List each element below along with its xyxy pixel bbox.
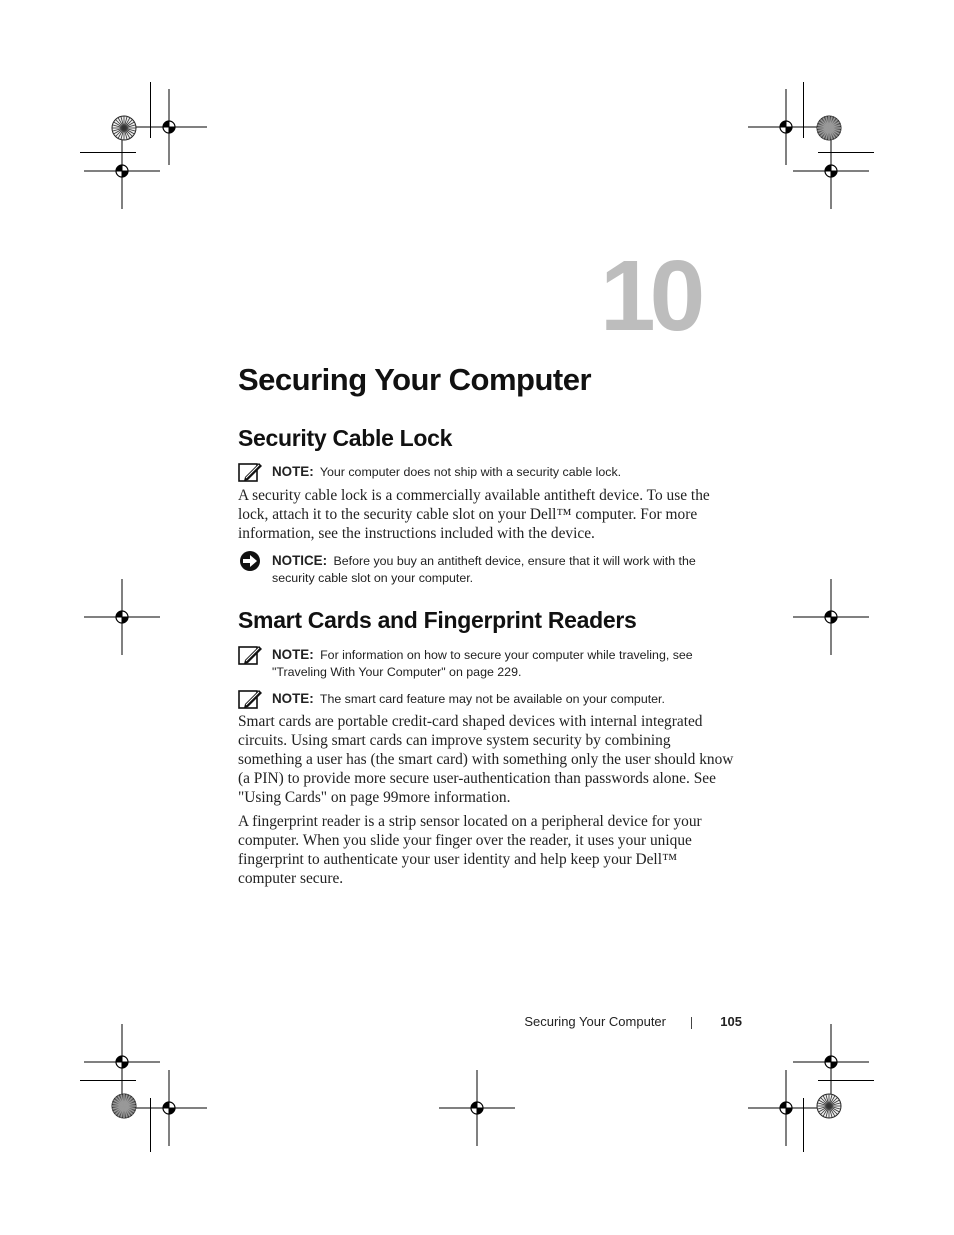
registration-mark-icon: [82, 577, 162, 657]
pencil-note-icon: [238, 644, 264, 666]
body-paragraph: A fingerprint reader is a strip sensor located on a peripheral device for your computer. When you slide your finger over the reader, it uses your unique fingerprint to authenticate your user identity and help keep your Dell™ computer secure.: [238, 813, 702, 887]
notice-arrow-icon: [238, 550, 264, 572]
running-title: Securing Your Computer: [524, 1014, 666, 1029]
registration-mark-icon: [82, 131, 162, 211]
note-text: Your computer does not ship with a security cable lock.: [319, 465, 622, 479]
color-wheel-icon: [110, 1092, 138, 1120]
note-callout: [238, 690, 738, 710]
registration-mark-icon: [791, 1022, 871, 1102]
page-number: 105: [720, 1014, 742, 1029]
chapter-title: Securing Your Computer: [238, 362, 592, 397]
chapter-number: 10: [600, 240, 700, 352]
pencil-note-icon: [238, 461, 264, 483]
note-callout: [238, 463, 738, 483]
section-heading-security-cable-lock: Security Cable Lock: [238, 425, 453, 451]
registration-mark-icon: [791, 131, 871, 211]
notice-label: NOTICE:: [272, 553, 328, 568]
note-text: The smart card feature may not be available on your computer.: [319, 692, 665, 706]
page-footer: [500, 1014, 742, 1034]
notice-text: Before you buy an antitheft device, ensure that it will work with the security cable slot on your computer.: [272, 554, 696, 585]
registration-mark-icon: [791, 577, 871, 657]
note-label: NOTE:: [272, 647, 314, 662]
body-paragraph: Smart cards are portable credit-card shaped devices with internal integrated circuits. Using smart cards can improve system security by combining something a user has (the smart card) with something only the user should know (a PIN) to provide more secure user-authentication than passwords alone. See "Using Cards" on page 99more information.: [238, 713, 734, 806]
note-label: NOTE:: [272, 691, 314, 706]
color-wheel-icon: [815, 114, 843, 142]
notice-callout: [238, 552, 738, 587]
registration-mark-icon: [82, 1022, 162, 1102]
note-text: For information on how to secure your computer while traveling, see "Traveling With Your Computer" on page 229.: [272, 648, 693, 679]
registration-mark-icon: [437, 1068, 517, 1148]
footer-divider: [691, 1017, 692, 1029]
color-wheel-icon: [815, 1092, 843, 1120]
section-heading-smart-cards: Smart Cards and Fingerprint Readers: [238, 607, 637, 633]
color-wheel-icon: [110, 114, 138, 142]
body-paragraph: A security cable lock is a commercially available antitheft device. To use the lock, attach it to the security cable slot on your Dell™ computer. For more information, see the instructions included with the device.: [238, 487, 710, 542]
pencil-note-icon: [238, 688, 264, 710]
note-callout: [238, 646, 738, 681]
note-label: NOTE:: [272, 464, 314, 479]
